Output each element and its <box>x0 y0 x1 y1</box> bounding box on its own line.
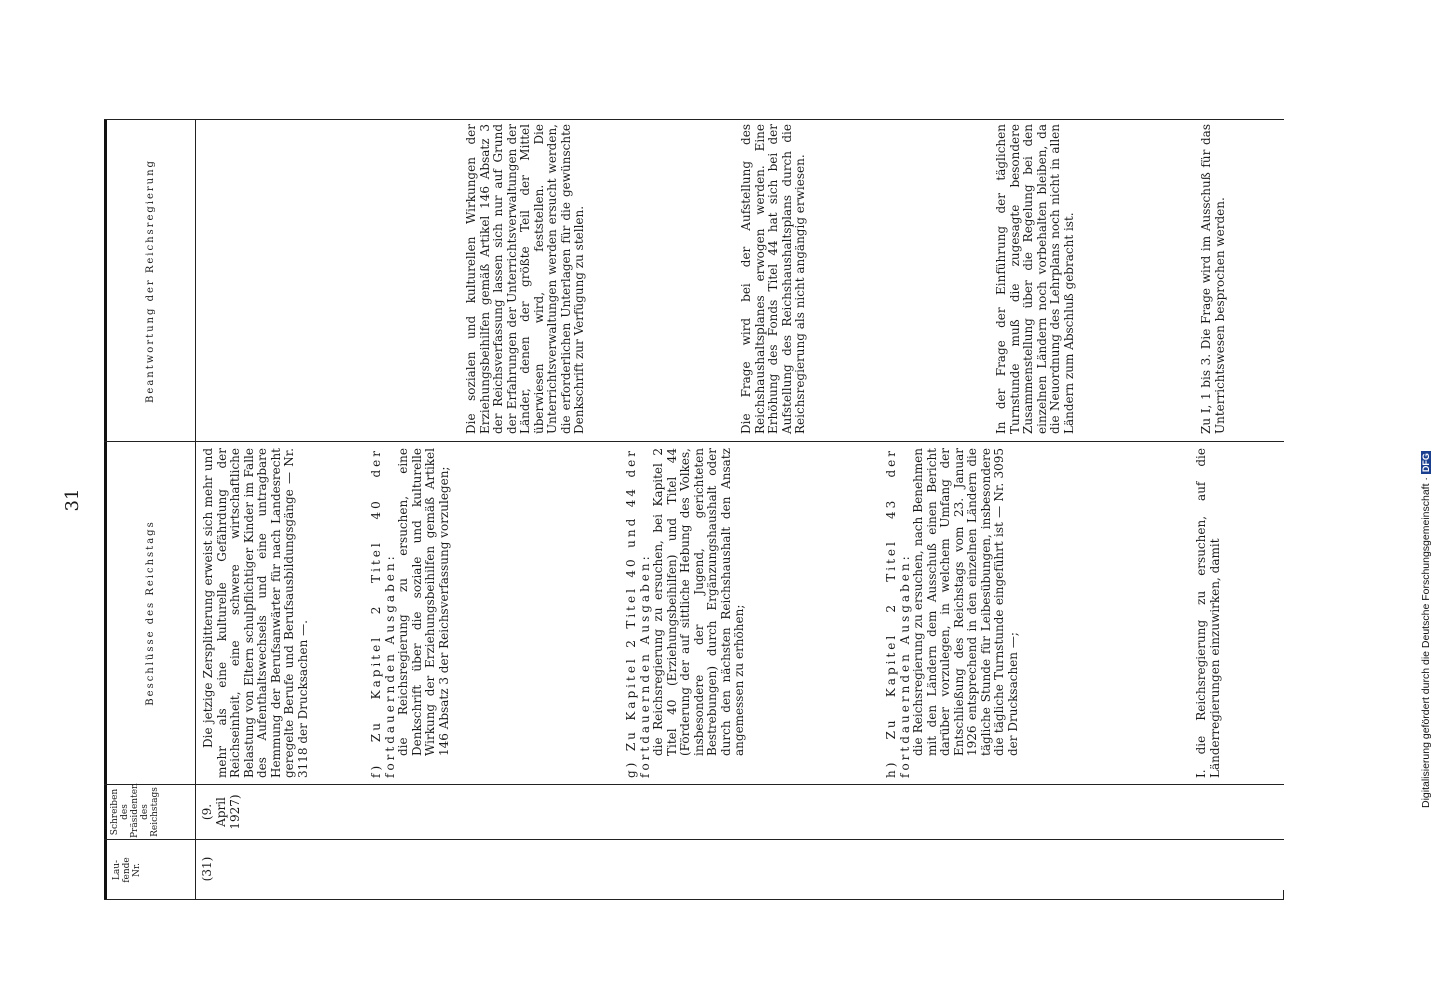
table-left-rule <box>104 899 1284 900</box>
column-rule-2 <box>104 784 1284 785</box>
beschluss-i: I. die Reichsregierung zu ersuchen, auf die Länderregierungen einzuwirken, damit <box>1194 448 1222 778</box>
table-right-rule <box>104 119 1284 120</box>
beschluss-intro: Die jetzige Zersplitterung erweist sich mehr und mehr als eine kulturelle Gefährdung der Reichseinheit, eine schwere wirtschaftliche Belastung von Eltern schulpflichtiger Kinder im Falle des Aufenthaltswechsels und eine untragbare Hemmung der Berufsanwärter für nach Landesrecht geregelte Berufe und Berufsausbildungsgänge — Nr. 3118 der Drucksachen —. <box>201 448 310 778</box>
antwort-f: Die sozialen und kulturellen Wirkungen der Erziehungsbeihilfen gemäß Artikel 146 Absatz 3 der Reichsverfassung lassen sich nur auf Grund der Erfahrungen der Unterrichtsverwaltungen der Länder, denen der größte Teil der Mittel überwiesen wird, feststellen. Die Unterrichtsverwaltungen werden ersucht werden, die erforderlichen Unterlagen für die gewünschte Denkschrift zur Verfügung zu stellen. <box>464 124 586 434</box>
header-beantwortung: Beantwortung der Reichsregierung <box>145 159 156 403</box>
header-beschluesse: Beschlüsse des Reichstags <box>145 520 156 706</box>
column-rule-1 <box>104 839 1284 840</box>
beschluss-h-text: die Reichsregierung zu ersuchen, nach Benehmen mit den Ländern dem Ausschuß einen Bericht darüber vorzulegen, in welchem Umfang der Entschließung des Reichstags vom 23. Januar 1926 entsprechend in den einzelnen Ländern die tägliche Stunde für Leibesübungen, insbesondere die tägliche Turnstunde eingeführt ist — Nr. 3095 der Drucksachen —; <box>911 448 1020 756</box>
antwort-h: In der Frage der Einführung der täglichen Turnstunde muß die zugesagte besondere Zusammenstellung über die Regelung bei den einzelnen Ländern noch vorbehalten bleiben, da die Neuordnung des Lehrplans noch nicht in allen Ländern zum Abschluß gebracht ist. <box>994 124 1076 434</box>
header-bottom-rule <box>195 120 196 900</box>
header-laufende-nr: Lau- fende Nr. <box>112 857 142 883</box>
beschluss-f <box>370 448 451 778</box>
row-date: (9. April 1927) <box>200 794 242 830</box>
dfg-logo: DFG <box>1421 453 1431 473</box>
beschluss-h <box>885 448 1020 778</box>
header-schreiben-praesident: Schreiben des Präsidenten des Reichstags <box>110 783 160 838</box>
beschluss-g-text: die Reichsregierung zu ersuchen, bei Kapitel 2 Titel 40 (Erziehungsbeihilfen) und Titel 44 (Förderung der auf sittliche Hebung des Volkes, insbesondere der Jugend, gerichteten Bestrebungen) durch Ergänzungshaushalt oder durch den nächsten Reichshaushalt den Ansatz angemessen zu erhöhen; <box>651 448 746 756</box>
row-number: (31) <box>200 856 214 882</box>
antwort-i: Zu I, 1 bis 3. Die Frage wird im Ausschuß für das Unterrichtswesen besprochen werden. <box>1199 124 1227 434</box>
column-rule-3 <box>104 441 1284 442</box>
page-number: 31 <box>62 488 83 512</box>
table-top-rule <box>104 120 107 900</box>
beschluss-f-text: die Reichsregierung zu ersuchen, eine Denkschrift über die soziale und kulturelle Wirkung der Erziehungsbeihilfen gemäß Artikel 146 Absatz 3 der Reichsverfassung vorzulegen; <box>396 448 451 756</box>
beschluss-h-label: h) Zu Kapitel 2 Titel 43 der fortdauernden Ausgaben: <box>884 448 912 778</box>
beschluss-f-label: f) Zu Kapitel 2 Titel 40 der fortdauernden Ausgaben: <box>369 448 397 778</box>
antwort-g: Die Frage wird bei der Aufstellung des Reichshaushaltsplanes erwogen werden. Eine Erhöhung des Fonds Titel 44 hat sich bei der Aufstellung des Reichshaushaltsplans durch die Reichsregierung als nicht angängig erwiesen. <box>739 124 807 434</box>
beschluss-g <box>625 448 747 778</box>
dfg-credit <box>1416 8 1434 808</box>
beschluss-g-label: g) Zu Kapitel 2 Titel 40 und 44 der fortdauernden Ausgaben: <box>624 448 652 778</box>
dfg-credit-text: Digitalisierung gefördert durch die Deutsche Forschungsgemeinschaft · <box>1420 477 1432 808</box>
